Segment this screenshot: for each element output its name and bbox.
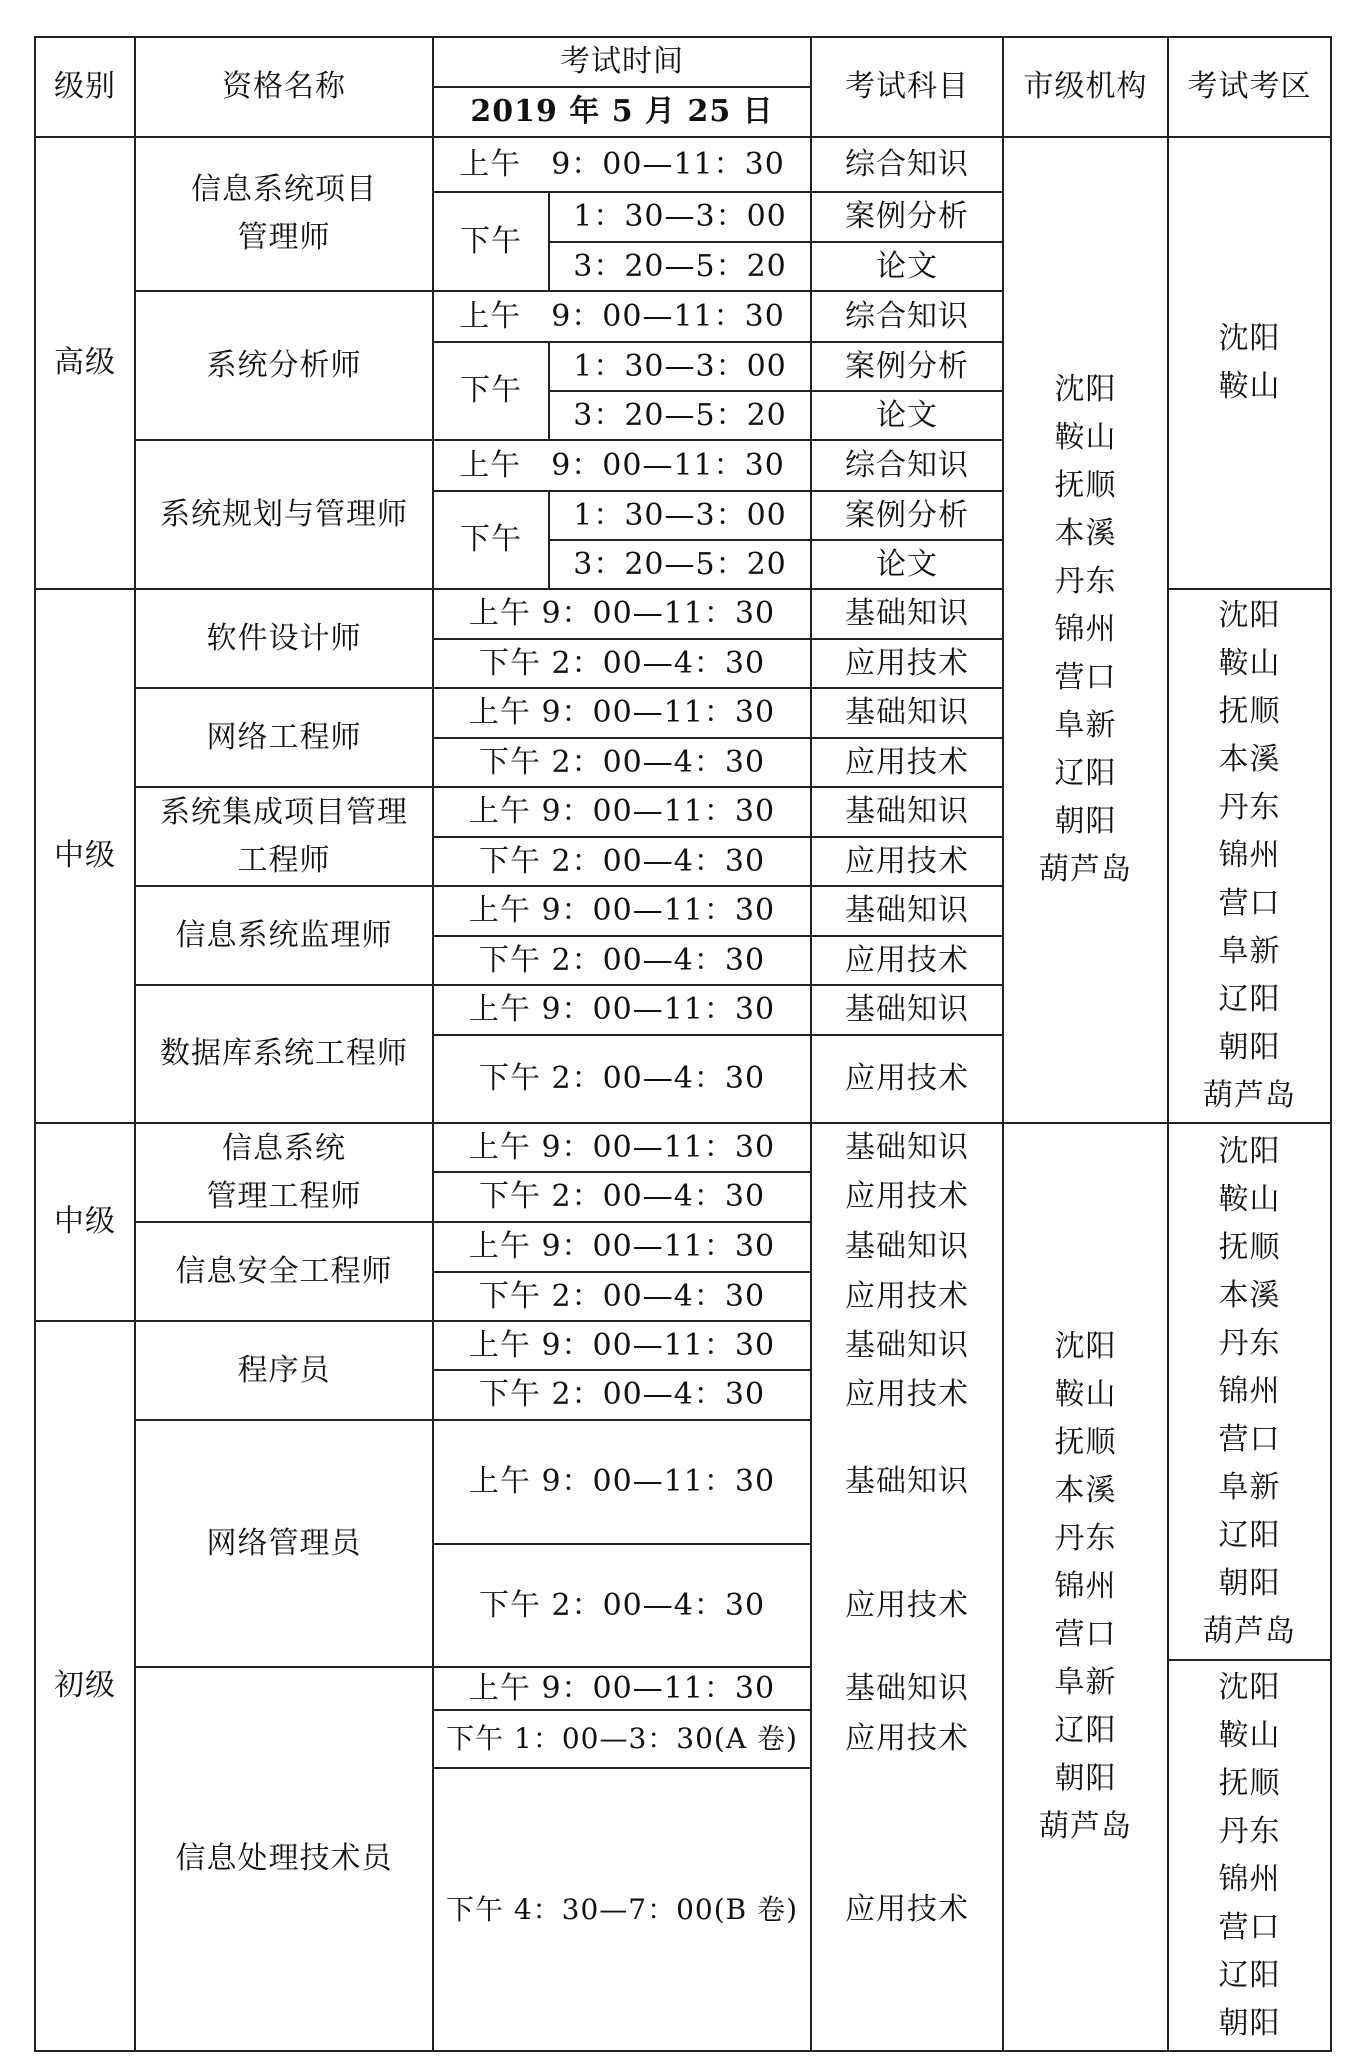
qualification-cell: 信息系统监理师 [175, 917, 393, 953]
subject-cell: 基础知识 [845, 1327, 969, 1363]
qualification-cell: 软件设计师 [206, 620, 362, 656]
subject-cell: 基础知识 [845, 1229, 969, 1264]
time-cell: 上午 9：00—11：30 [459, 298, 785, 334]
header-subject-text: 考试科目 [845, 69, 969, 104]
exam-area-group: 沈阳 鞍山 抚顺 本溪 丹东 锦州 营口 阜新 辽阳 朝阳 葫芦岛 [1203, 1133, 1296, 1649]
qualification-cell: 信息系统 管理工程师 [206, 1130, 362, 1214]
time-cell: 上午 9：00—11：30 [468, 992, 776, 1027]
time-cell: 上午 9：00—11：30 [468, 1464, 776, 1499]
time-cell: 下午 2：00—4：30 [478, 1587, 766, 1623]
level-intermediate: 中级 [54, 838, 116, 873]
time-cell: 上午 9：00—11：30 [468, 1129, 776, 1165]
subject-cell: 应用技术 [845, 1278, 969, 1314]
header-exam-date-text: 2019 年 5 月 25 日 [470, 94, 774, 129]
header-qualification-text: 资格名称 [222, 69, 346, 104]
time-cell: 上午 9：00—11：30 [468, 1229, 776, 1264]
time-cell: 下午 2：00—4：30 [478, 1179, 766, 1214]
header-level-text: 级别 [54, 69, 116, 104]
period-cell: 下午 [460, 522, 522, 557]
time-cell: 上午 9：00—11：30 [459, 146, 785, 182]
subject-cell: 论文 [876, 546, 938, 582]
level-junior: 初级 [54, 1668, 116, 1703]
subject-cell: 应用技术 [845, 942, 969, 978]
subject-cell: 应用技术 [845, 1721, 969, 1756]
time-cell: 下午 2：00—4：30 [478, 1278, 766, 1314]
subject-cell: 综合知识 [845, 447, 969, 483]
qualification-cell: 信息系统项目 管理师 [191, 172, 377, 255]
time-cell: 3：20—5：20 [573, 546, 787, 582]
qualification-cell: 程序员 [237, 1352, 331, 1388]
header-exam-time-text: 考试时间 [560, 44, 684, 79]
subject-cell: 案例分析 [845, 348, 969, 384]
subject-cell: 应用技术 [845, 843, 969, 879]
subject-cell: 基础知识 [845, 695, 969, 730]
header-city-org-text: 市级机构 [1023, 69, 1148, 104]
qualification-cell: 系统规划与管理师 [160, 496, 408, 532]
time-cell: 下午 2：00—4：30 [478, 1377, 766, 1412]
time-cell: 上午 9：00—11：30 [468, 794, 776, 829]
subject-cell: 基础知识 [845, 1464, 969, 1499]
subject-cell: 综合知识 [845, 298, 969, 334]
time-cell: 上午 9：00—11：30 [468, 893, 776, 928]
time-cell: 1：30—3：00 [573, 199, 787, 234]
header-exam-area-text: 考试考区 [1187, 69, 1312, 104]
time-cell: 上午 9：00—11：30 [468, 1670, 776, 1706]
subject-cell: 基础知识 [845, 1670, 969, 1706]
time-cell: 1：30—3：00 [573, 497, 787, 533]
exam-area-group: 沈阳 鞍山 [1218, 321, 1281, 404]
exam-area-group: 沈阳 鞍山 抚顺 本溪 丹东 锦州 营口 阜新 辽阳 朝阳 葫芦岛 [1203, 598, 1296, 1113]
period-cell: 下午 [460, 223, 522, 259]
header-exam-date [433, 87, 811, 137]
subject-cell: 基础知识 [845, 596, 969, 631]
subject-cell: 应用技术 [845, 1377, 969, 1412]
subject-cell: 应用技术 [845, 1179, 969, 1214]
qualification-cell: 网络工程师 [206, 719, 362, 755]
time-cell: 下午 2：00—4：30 [478, 1061, 766, 1096]
header-qualification [135, 37, 433, 137]
level-intermediate-2: 中级 [54, 1204, 116, 1239]
subject-cell: 基础知识 [845, 794, 969, 829]
subject-cell: 应用技术 [845, 1587, 969, 1623]
subject-cell: 综合知识 [845, 146, 969, 182]
qualification-cell: 信息处理技术员 [175, 1841, 393, 1876]
time-cell: 上午 9：00—11：30 [468, 1327, 776, 1363]
header-exam-time [433, 37, 811, 87]
subject-cell: 基础知识 [845, 992, 969, 1027]
qualification-cell: 系统分析师 [206, 347, 362, 383]
time-cell: 上午 9：00—11：30 [459, 447, 785, 483]
qualification-cell: 系统集成项目管理 工程师 [160, 794, 408, 878]
header-exam-area [1168, 37, 1331, 137]
header-level [35, 37, 135, 137]
qualification-cell: 数据库系统工程师 [160, 1036, 408, 1071]
time-cell: 下午 2：00—4：30 [478, 744, 766, 780]
city-org-group: 沈阳 鞍山 抚顺 本溪 丹东 锦州 营口 阜新 辽阳 朝阳 葫芦岛 [1039, 1329, 1132, 1844]
qualification-cell: 信息安全工程师 [175, 1253, 393, 1289]
time-cell: 3：20—5：20 [573, 248, 787, 284]
subject-cell: 基础知识 [845, 1129, 969, 1165]
header-city-org [1003, 37, 1168, 137]
subject-cell: 应用技术 [845, 744, 969, 780]
time-cell: 上午 9：00—11：30 [468, 695, 776, 730]
subject-cell: 论文 [876, 397, 938, 433]
city-org-group: 沈阳 鞍山 抚顺 本溪 丹东 锦州 营口 阜新 辽阳 朝阳 葫芦岛 [1039, 372, 1132, 887]
time-cell: 1：30—3：00 [573, 348, 787, 384]
subject-cell: 应用技术 [845, 645, 969, 681]
qualification-cell: 网络管理员 [206, 1525, 362, 1561]
period-cell: 下午 [460, 373, 522, 408]
level-senior: 高级 [54, 345, 116, 380]
exam-area-group: 沈阳 鞍山 抚顺 丹东 锦州 营口 辽阳 朝阳 [1218, 1669, 1281, 2041]
time-cell: 下午 2：00—4：30 [478, 942, 766, 978]
time-cell: 下午 2：00—4：30 [478, 843, 766, 879]
time-cell: 下午 4：30—7：00(B 卷) [445, 1892, 799, 1926]
subject-cell: 基础知识 [845, 893, 969, 928]
time-cell: 下午 2：00—4：30 [478, 645, 766, 681]
subject-cell: 应用技术 [845, 1891, 969, 1927]
subject-cell: 应用技术 [845, 1061, 969, 1096]
subject-cell: 论文 [876, 248, 938, 284]
time-cell: 上午 9：00—11：30 [468, 596, 776, 631]
header-subject [811, 37, 1003, 137]
subject-cell: 案例分析 [845, 497, 969, 533]
time-cell: 下午 1：00—3：30(A 卷) [446, 1722, 798, 1755]
time-cell: 3：20—5：20 [573, 397, 787, 433]
subject-cell: 案例分析 [845, 199, 969, 234]
